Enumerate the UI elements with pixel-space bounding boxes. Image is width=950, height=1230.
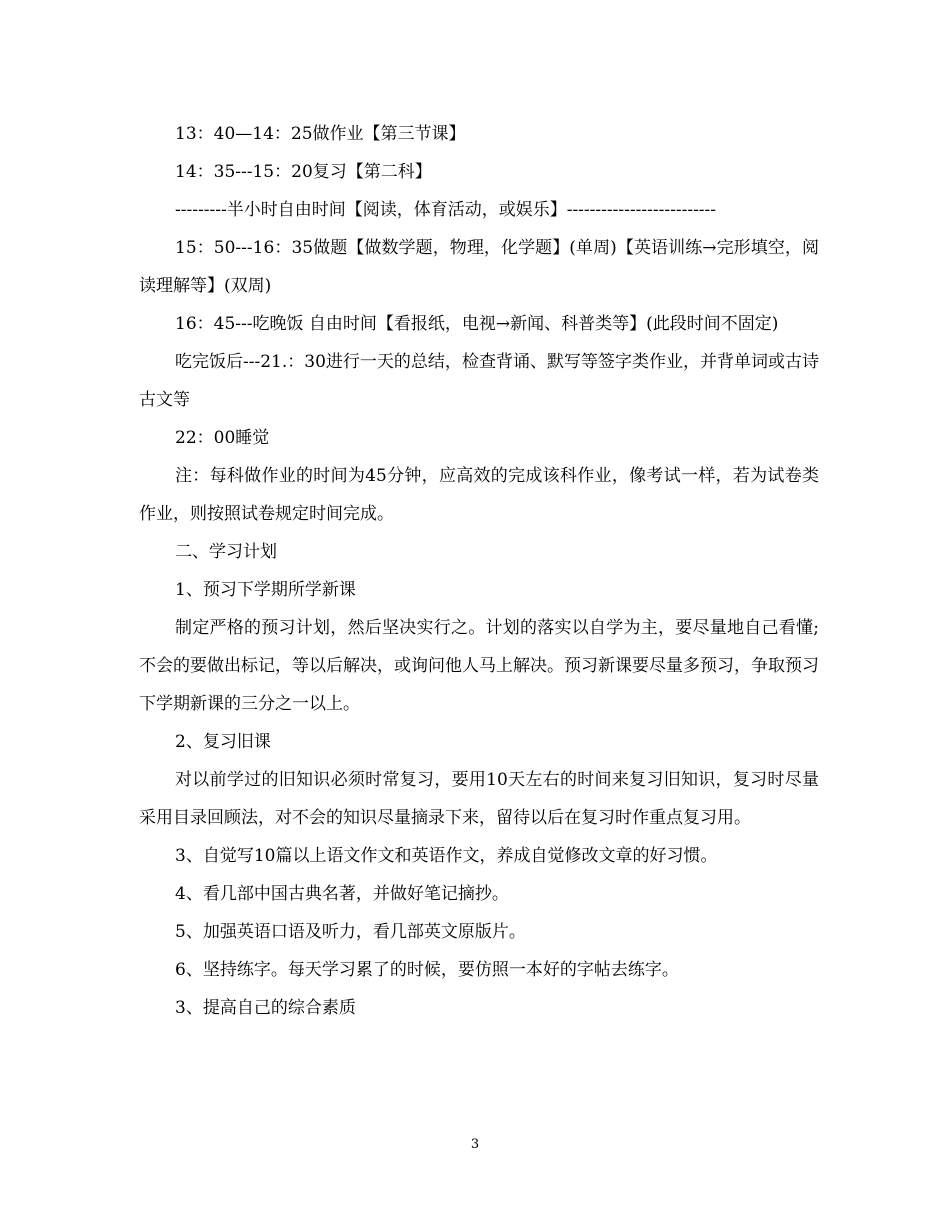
schedule-line-1435: 14：35---15：20复习【第二科】 [175,162,432,182]
note-paragraph: 注：每科做作业的时间为45分钟，应高效的完成该科作业，像考试一样，若为试卷类作业，则按照试卷规定时间完成。 [139,466,819,524]
plan-item-6: 6、坚持练字。每天学习累了的时候，要仿照一本好的字帖去练字。 [175,960,679,980]
schedule-line-1550: 15：50---16：35做题【做数学题，物理，化学题】(单周)【英语训练→完形填空，阅读理解等】(双周) [139,238,819,296]
schedule-line-1645: 16：45---吃晚饭 自由时间【看报纸，电视→新闻、科普类等】(此段时间不固定) [175,314,779,334]
free-time-line: ---------半小时自由时间【阅读，体育活动，或娱乐】-------------------------- [175,200,717,220]
plan-item-4: 4、看几部中国古典名著，并做好笔记摘抄。 [175,884,509,904]
plan-item-2-heading: 2、复习旧课 [175,732,271,752]
plan-item-3: 3、自觉写10篇以上语文作文和英语作文，养成自觉修改文章的好习惯。 [175,846,718,866]
schedule-line-1340: 13：40—14：25做作业【第三节课】 [175,124,466,144]
plan-item-2-body: 对以前学过的旧知识必须时常复习，要用10天左右的时间来复习旧知识，复习时尽量采用目录回顾法，对不会的知识尽量摘录下来，留待以后在复习时作重点复习用。 [139,770,819,828]
section-heading-study-plan: 二、学习计划 [175,542,277,562]
plan-item-1-heading: 1、预习下学期所学新课 [175,580,356,600]
schedule-line-after-dinner: 吃完饭后---21.：30进行一天的总结，检查背诵、默写等签字类作业，并背单词或古诗古文等 [139,352,819,410]
section-heading-quality: 3、提高自己的综合素质 [175,998,356,1018]
plan-item-1-body: 制定严格的预习计划，然后坚决实行之。计划的落实以自学为主，要尽量地自己看懂;不会的要做出标记，等以后解决，或询问他人马上解决。预习新课要尽量多预习，争取预习下学期新课的三分之一以上。 [139,618,819,714]
document-body [139,115,819,1027]
schedule-line-2200: 22：00睡觉 [175,428,270,448]
page-number: 3 [470,1137,480,1152]
plan-item-5: 5、加强英语口语及听力，看几部英文原版片。 [175,922,526,942]
